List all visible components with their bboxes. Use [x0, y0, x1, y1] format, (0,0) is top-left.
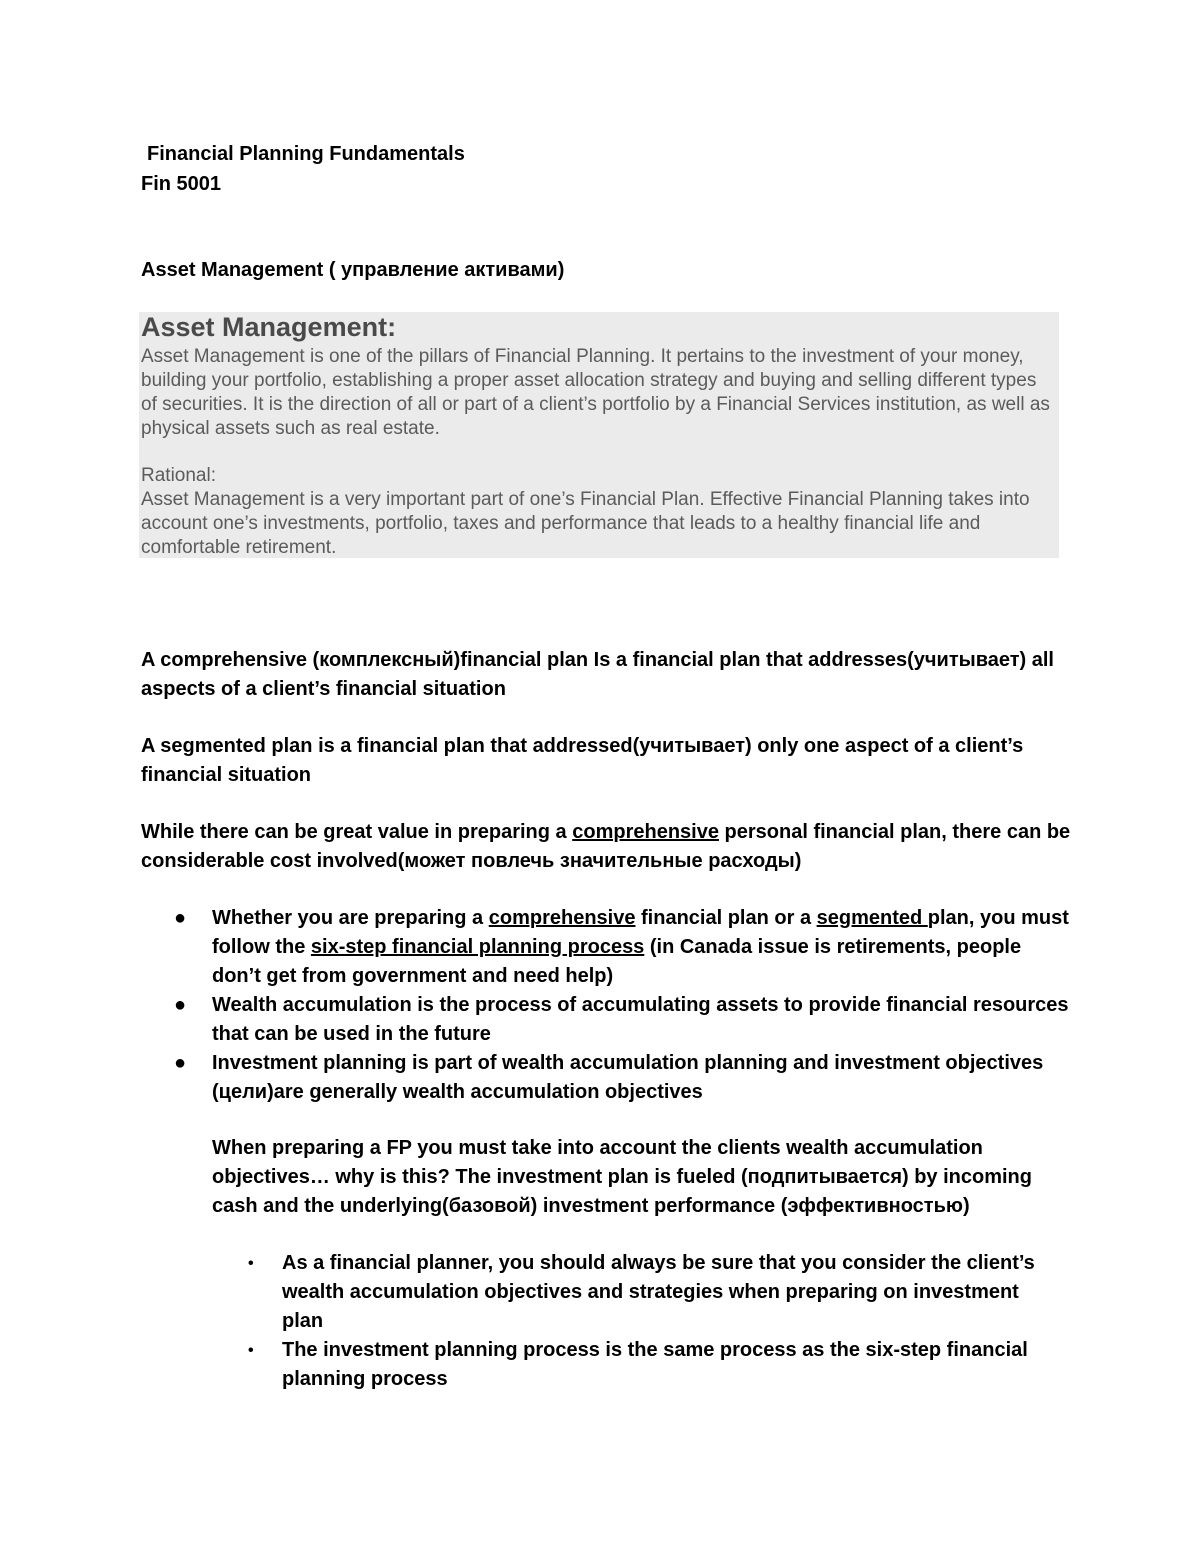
list-item — [248, 1249, 1062, 1336]
bullet-icon: ● — [174, 1052, 187, 1074]
excerpt-definition: Asset Management is one of the pillars of Financial Planning. It pertains to the investment of your money, building your portfolio, establishing a proper asset allocation strategy and buying and selling different types of securities. It is the direction of all or part of a client’s portfolio by a Financial Services institution, as well as physical assets such as real estate. — [141, 346, 1050, 439]
paragraph-plan-value — [141, 818, 1071, 876]
list-item — [174, 904, 1072, 991]
list-item-text: As a financial planner, you should always be sure that you consider the client’s wealth accumulation objectives and strategies when preparing on investment plan — [282, 1252, 1035, 1332]
course-code: Fin 5001 — [141, 173, 222, 195]
list-item — [174, 991, 1072, 1049]
excerpt-heading: Asset Management: — [141, 312, 397, 342]
excerpt-rational-text: Asset Management is a very important part of one’s Financial Plan. Effective Financial Planning takes into account one’s investments, portfolio, taxes and performance that leads to a healthy financial life and comfortable retirement. — [141, 489, 1030, 558]
list-item-text: Whether you are preparing a — [212, 907, 489, 929]
excerpt-rational-label: Rational: — [141, 465, 216, 486]
paragraph-segmented-plan: A segmented plan is a financial plan that addressed(учитывает) only one aspect of a client’s financial situation — [141, 735, 1024, 786]
sub-bullet-list — [248, 1249, 1062, 1394]
list-item — [248, 1336, 1062, 1394]
list-item-text: financial plan or a — [635, 907, 817, 929]
underlined-term: segmented — [816, 907, 928, 929]
list-item — [174, 1049, 1072, 1107]
list-item-text: (in Canada issue is retirements, people don’t get from government and need help) — [212, 936, 1022, 987]
paragraph-wealth-objectives: When preparing a FP you must take into account the clients wealth accumulation objectives… why is this? The investment plan is fueled (подпитывается) by incoming cash and the underlying(базовой) investment performance (эффективностью) — [212, 1137, 1032, 1217]
list-item-text: Investment planning is part of wealth accumulation planning and investment objectives (цели)are generally wealth accumulation objectives — [212, 1052, 1044, 1103]
paragraph-text: personal financial plan, there can be considerable cost involved(может повлечь значительные расходы) — [141, 821, 1071, 872]
bullet-icon: ● — [174, 994, 187, 1016]
bullet-icon: ● — [174, 907, 187, 929]
bullet-icon: • — [248, 1342, 254, 1359]
list-item-text: plan, you must follow the — [212, 907, 1069, 958]
list-item-text: Wealth accumulation is the process of accumulating assets to provide financial resources that can be used in the future — [212, 994, 1069, 1045]
underlined-term: comprehensive — [488, 907, 636, 929]
paragraph-text: While there can be great value in preparing a — [141, 821, 573, 843]
paragraph-comprehensive-plan: A comprehensive (комплексный)financial plan Is a financial plan that addresses(учитывает) all aspects of a client’s financial situation — [141, 649, 1054, 700]
bullet-icon: • — [248, 1255, 254, 1272]
underlined-term: comprehensive — [572, 821, 719, 843]
list-item-text: The investment planning process is the same process as the six-step financial planning process — [282, 1339, 1028, 1390]
document-title: Financial Planning Fundamentals — [147, 143, 465, 165]
bullet-list — [174, 904, 1072, 1107]
underlined-term: six-step financial planning process — [310, 936, 645, 958]
section-title: Asset Management ( управление активами) — [141, 259, 565, 281]
